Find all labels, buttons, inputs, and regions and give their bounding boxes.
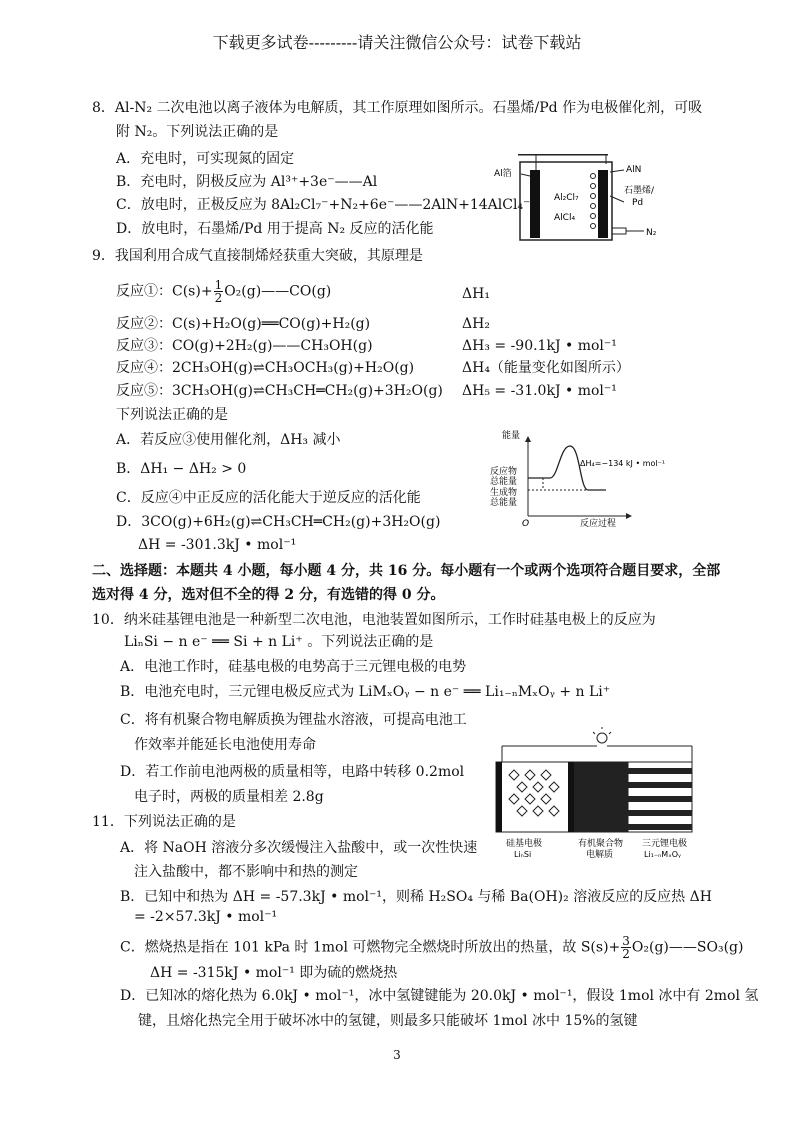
q8-label-alcl4: AlCl₄ [554,213,576,223]
q8-label-aln: AlN [626,165,642,175]
q11-option-b-line2: = -2×57.3kJ • mol⁻¹ [134,909,278,925]
q8-option-b: B．充电时，阴极反应为 Al³⁺+3e⁻——Al [116,174,378,190]
q10-stem-line2: LiₙSi − n e⁻ ══ Si + n Li⁺ 。下列说法正确的是 [124,634,434,650]
q8-label-n2: N₂ [646,228,657,238]
q9-reaction-4: 反应④：2CH₃OH(g)⇌CH₃OCH₃(g)+H₂O(g) [116,360,415,376]
q9-ask: 下列说法正确的是 [116,407,228,423]
q11-option-d-line2: 键，且熔化热完全用于破坏冰中的氢键，则最多只能破坏 1mol 冰中 15%的氢键 [138,1013,638,1029]
q10-battery-diagram [492,726,712,864]
q9-dh3: ΔH₃ = -90.1kJ • mol⁻¹ [462,338,617,354]
q9-reaction-5: 反应⑤：3CH₃OH(g)⇌CH₃CH═CH₂(g)+3H₂O(g) [116,383,443,399]
q10-label-si-electrode: 硅基电极 [506,839,543,849]
q8-option-a: A．充电时，可实现氮的固定 [116,151,295,167]
q11-stem: 11．下列说法正确的是 [92,814,236,830]
q9-energy-diagram [488,428,698,530]
q9-fig-origin: O [522,519,530,529]
q9-option-b: B．ΔH₁ − ΔH₂ > 0 [116,461,247,477]
q9-dh2: ΔH₂ [462,316,490,332]
q8-label-al-foil: Al箔 [494,169,512,179]
q9-option-d-line2: ΔH = -301.3kJ • mol⁻¹ [138,537,297,553]
q11-option-b-line1: B．已知中和热为 ΔH = -57.3kJ • mol⁻¹，则稀 H₂SO₄ 与稀 Ba(OH)₂ 溶液反应的反应热 ΔH [120,889,712,905]
q9-reaction-2: 反应②：C(s)+H₂O(g)══CO(g)+H₂(g) [116,316,371,332]
q10-option-d-line1: D．若工作前电池两极的质量相等，电路中转移 0.2mol [120,764,465,780]
bulb-icon [593,727,611,743]
q9-fig-product1: 生成物 [490,488,518,498]
q8-label-pd: Pd [632,198,644,208]
q8-label-al2cl7: Al₂Cl₇ [554,193,579,203]
q11-option-c-line2: ΔH = -315kJ • mol⁻¹ 即为硫的燃烧热 [150,965,398,981]
q8-option-c: C．放电时，正极反应为 8Al₂Cl₇⁻+N₂+6e⁻——2AlN+14AlCl₄⁻ [116,197,531,213]
q9-option-a: A．若反应③使用催化剂，ΔH₃ 减小 [116,432,341,448]
q10-option-a: A．电池工作时，硅基电极的电势高于三元锂电极的电势 [120,659,467,675]
q9-dh4: ΔH₄（能量变化如图所示） [462,360,630,376]
q10-option-b: B．电池充电时，三元锂电极反应式为 LiMₓOᵧ − n e⁻ ══ Li₁₋ₙMₓOᵧ + n Li⁺ [120,684,611,700]
section2-instructions-line1: 二、选择题：本题共 4 小题，每小题 4 分，共 16 分。每小题有一个或两个选项符合题目要求，全部 [92,563,721,579]
q9-fig-dh4: ΔH₄=−134 kJ • mol⁻¹ [580,459,666,468]
q8-stem-line1: 8．Al-N₂ 二次电池以离子液体为电解质，其工作原理如图所示。石墨烯/Pd 作为电极催化剂，可吸 [92,100,703,116]
q9-dh1: ΔH₁ [462,286,490,302]
q9-reaction-3: 反应③：CO(g)+2H₂(g)——CH₃OH(g) [116,338,373,354]
q9-r1-fraction: $\frac{1}{2}$ [214,278,223,305]
q10-option-c-line2: 作效率并能延长电池使用寿命 [134,737,316,753]
q9-fig-reactant1: 反应物 [490,467,518,477]
q10-label-electrolyte: 电解质 [586,850,614,860]
q10-label-li-formula: Li₁₋ₙMₓOᵧ [644,850,682,859]
q10-stem-line1: 10．纳米硅基锂电池是一种新型二次电池，电池装置如图所示，工作时硅基电极上的反应为 [92,612,656,628]
q9-fig-product2: 总能量 [490,498,518,508]
q8-option-d: D．放电时，石墨烯/Pd 用于提高 N₂ 反应的活化能 [116,221,434,237]
section2-instructions-line2: 选对得 4 分，选对但不全的得 2 分，有选错的得 0 分。 [92,587,445,603]
q9-fig-reactant2: 总能量 [490,477,518,487]
q10-option-d-line2: 电子时，两极的质量相差 2.8g [134,789,324,805]
q8-stem-line2: 附 N₂。下列说法正确的是 [116,124,279,140]
page-number: 3 [393,1048,401,1062]
q10-label-si-formula: LiₙSi [514,850,532,859]
q8-battery-diagram [488,144,688,248]
page-header: 下载更多试卷---------请关注微信公众号：试卷下载站 [212,33,582,52]
q11-option-c-line1: C．燃烧热是指在 101 kPa 时 1mol 可燃物完全燃烧时所放出的热量，故 S(s)+ $\frac{3}{2}$ O₂(g)——SO₃(g) [120,934,744,961]
q9-reaction-1: 反应①：C(s)+ $\frac{1}{2}$ O₂(g)——CO(g) [116,278,332,305]
q11-c-fraction: $\frac{3}{2}$ [622,934,630,961]
q11-option-d-line1: D．已知冰的熔化热为 6.0kJ • mol⁻¹，冰中氢键键能为 20.0kJ • mol⁻¹，假设 1mol 冰中有 2mol 氢 [120,988,759,1004]
q11-option-a-line2: 注入盐酸中，都不影响中和热的测定 [134,864,358,880]
q10-label-polymer: 有机聚合物 [578,839,624,849]
q9-fig-xlabel: 反应过程 [580,519,617,529]
q9-stem: 9．我国利用合成气直接制烯烃获重大突破，其原理是 [92,248,423,264]
q9-option-d-line1: D．3CO(g)+6H₂(g)⇌CH₃CH═CH₂(g)+3H₂O(g) [116,514,441,530]
q10-label-li-electrode: 三元锂电极 [642,839,688,849]
q8-label-graphene: 石墨烯/ [624,186,655,196]
q9-option-c: C．反应④中正反应的活化能大于逆反应的活化能 [116,490,421,506]
q11-option-a-line1: A．将 NaOH 溶液分多次缓慢注入盐酸中，或一次性快速 [120,840,478,856]
q10-option-c-line1: C．将有机聚合物电解质换为锂盐水溶液，可提高电池工 [120,712,467,728]
q9-dh5: ΔH₅ = -31.0kJ • mol⁻¹ [462,383,617,399]
q9-fig-ylabel: 能量 [502,431,521,441]
